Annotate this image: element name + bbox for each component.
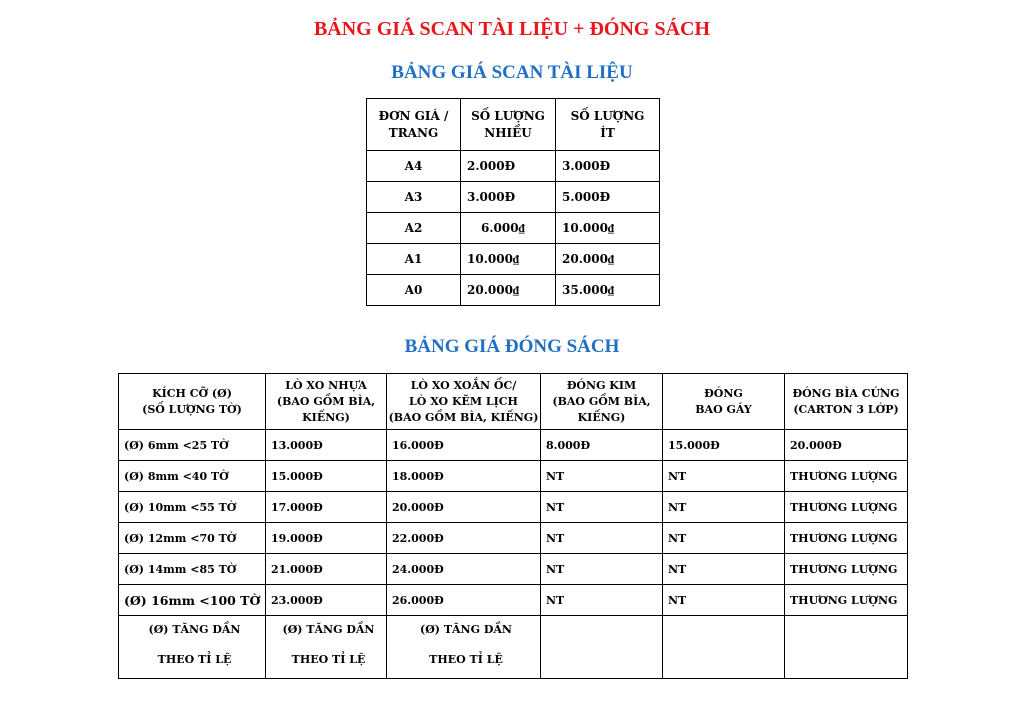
header-line: (BAO GỒM BÌA, [552, 394, 651, 408]
paper-size-cell: A4 [367, 151, 461, 182]
paper-size-cell: A2 [367, 213, 461, 244]
price-cell [266, 616, 387, 679]
price-cell: 10.000₫ [556, 213, 660, 244]
header-line: (CARTON 3 LỚP) [793, 402, 899, 416]
table-row-proportional [119, 616, 908, 679]
size-cell: (Ø) 12mm <70 TỜ [119, 523, 266, 554]
binding-price-table [118, 373, 908, 679]
price-cell: 16.000Đ [387, 430, 541, 461]
header-line: ĐÓNG [704, 386, 743, 400]
price-cell: 35.000₫ [556, 275, 660, 306]
price-cell: NT [541, 492, 663, 523]
page-title: BẢNG GIÁ SCAN TÀI LIỆU + ĐÓNG SÁCH [313, 18, 711, 40]
header-hard-cover [785, 374, 908, 430]
size-cell: (Ø) 16mm <100 TỜ [119, 585, 266, 616]
price-cell: 23.000Đ [266, 585, 387, 616]
price-cell: 5.000Đ [556, 182, 660, 213]
header-spine-cover [663, 374, 785, 430]
table-row [119, 492, 908, 523]
table-row [119, 554, 908, 585]
price-cell: 18.000Đ [387, 461, 541, 492]
header-line: (SỐ LƯỢNG TỜ) [142, 402, 242, 416]
size-cell: (Ø) 10mm <55 TỜ [119, 492, 266, 523]
scan-header-cell: ĐƠN GIÁ / TRANG [367, 99, 461, 151]
price-cell: 17.000Đ [266, 492, 387, 523]
note-line: (Ø) TĂNG DẦN [282, 623, 375, 636]
empty-cell [785, 616, 908, 679]
table-row [367, 151, 660, 182]
price-cell: NT [541, 523, 663, 554]
header-wire-spiral [387, 374, 541, 430]
table-row [119, 585, 908, 616]
price-cell [387, 616, 541, 679]
empty-cell [663, 616, 785, 679]
price-cell: NT [541, 461, 663, 492]
size-cell: (Ø) 8mm <40 TỜ [119, 461, 266, 492]
table-row [119, 461, 908, 492]
price-cell: 21.000Đ [266, 554, 387, 585]
price-cell: THƯƠNG LƯỢNG [785, 461, 908, 492]
scan-header-cell: SỐ LƯỢNG NHIỀU [461, 99, 556, 151]
price-cell: 24.000Đ [387, 554, 541, 585]
price-cell: NT [663, 585, 785, 616]
price-cell: 2.000Đ [461, 151, 556, 182]
price-cell: 20.000₫ [461, 275, 556, 306]
price-cell: NT [541, 585, 663, 616]
size-cell: (Ø) 14mm <85 TỜ [119, 554, 266, 585]
price-cell: 8.000Đ [541, 430, 663, 461]
table-row [367, 275, 660, 306]
header-line: LÒ XO XOẮN ỐC/ [410, 378, 517, 392]
price-cell: 22.000Đ [387, 523, 541, 554]
table-row [367, 213, 660, 244]
header-line: ĐÓNG KIM [566, 378, 637, 392]
price-cell: NT [541, 554, 663, 585]
scan-header-cell: SỐ LƯỢNG ÍT [556, 99, 660, 151]
price-cell: 6.000₫ [461, 213, 556, 244]
price-cell: 15.000Đ [663, 430, 785, 461]
header-line: (BAO GỒM BÌA, KIẾNG) [388, 410, 539, 424]
binding-table-title: BẢNG GIÁ ĐÓNG SÁCH [404, 336, 620, 357]
header-line: LÒ XO KẼM LỊCH [409, 394, 518, 408]
price-cell: 19.000Đ [266, 523, 387, 554]
header-line: KIẾNG) [302, 410, 350, 424]
scan-header-row [367, 99, 660, 151]
price-cell: NT [663, 554, 785, 585]
header-line: KÍCH CỠ (Ø) [152, 386, 232, 400]
header-plastic-spiral [266, 374, 387, 430]
size-cell: (Ø) 6mm <25 TỜ [119, 430, 266, 461]
price-cell: 15.000Đ [266, 461, 387, 492]
price-cell: THƯƠNG LƯỢNG [785, 554, 908, 585]
price-cell: 3.000Đ [461, 182, 556, 213]
price-cell: 10.000₫ [461, 244, 556, 275]
table-row [119, 430, 908, 461]
price-cell: NT [663, 523, 785, 554]
price-cell: 26.000Đ [387, 585, 541, 616]
header-line: KIẾNG) [577, 410, 626, 424]
price-cell: 3.000Đ [556, 151, 660, 182]
empty-cell [541, 616, 663, 679]
paper-size-cell: A1 [367, 244, 461, 275]
table-row [119, 523, 908, 554]
header-line: ĐÓNG BÌA CỨNG [792, 386, 900, 400]
header-staple [541, 374, 663, 430]
note-line: (Ø) TĂNG DẦN [148, 623, 241, 636]
note-line: THEO TỈ LỆ [291, 653, 366, 666]
binding-header-row [119, 374, 908, 430]
paper-size-cell: A3 [367, 182, 461, 213]
size-cell [119, 616, 266, 679]
price-cell: THƯƠNG LƯỢNG [785, 492, 908, 523]
scan-table-title: BẢNG GIÁ SCAN TÀI LIỆU [391, 62, 633, 83]
price-cell: THƯƠNG LƯỢNG [785, 585, 908, 616]
price-cell: 13.000Đ [266, 430, 387, 461]
header-size-count [119, 374, 266, 430]
price-cell: NT [663, 461, 785, 492]
price-cell: 20.000Đ [387, 492, 541, 523]
note-line: THEO TỈ LỆ [157, 653, 232, 666]
paper-size-cell: A0 [367, 275, 461, 306]
table-row [367, 182, 660, 213]
price-cell: NT [663, 492, 785, 523]
note-line: (Ø) TĂNG DẦN [420, 623, 512, 636]
note-line: THEO TỈ LỆ [429, 653, 503, 666]
header-line: (BAO GỒM BÌA, [276, 394, 376, 408]
header-line: LÒ XO NHỰA [285, 378, 367, 392]
table-row [367, 244, 660, 275]
header-line: BAO GÁY [695, 402, 752, 416]
scan-price-table [366, 98, 660, 306]
price-cell: 20.000₫ [556, 244, 660, 275]
price-cell: THƯƠNG LƯỢNG [785, 523, 908, 554]
price-cell: 20.000Đ [785, 430, 908, 461]
